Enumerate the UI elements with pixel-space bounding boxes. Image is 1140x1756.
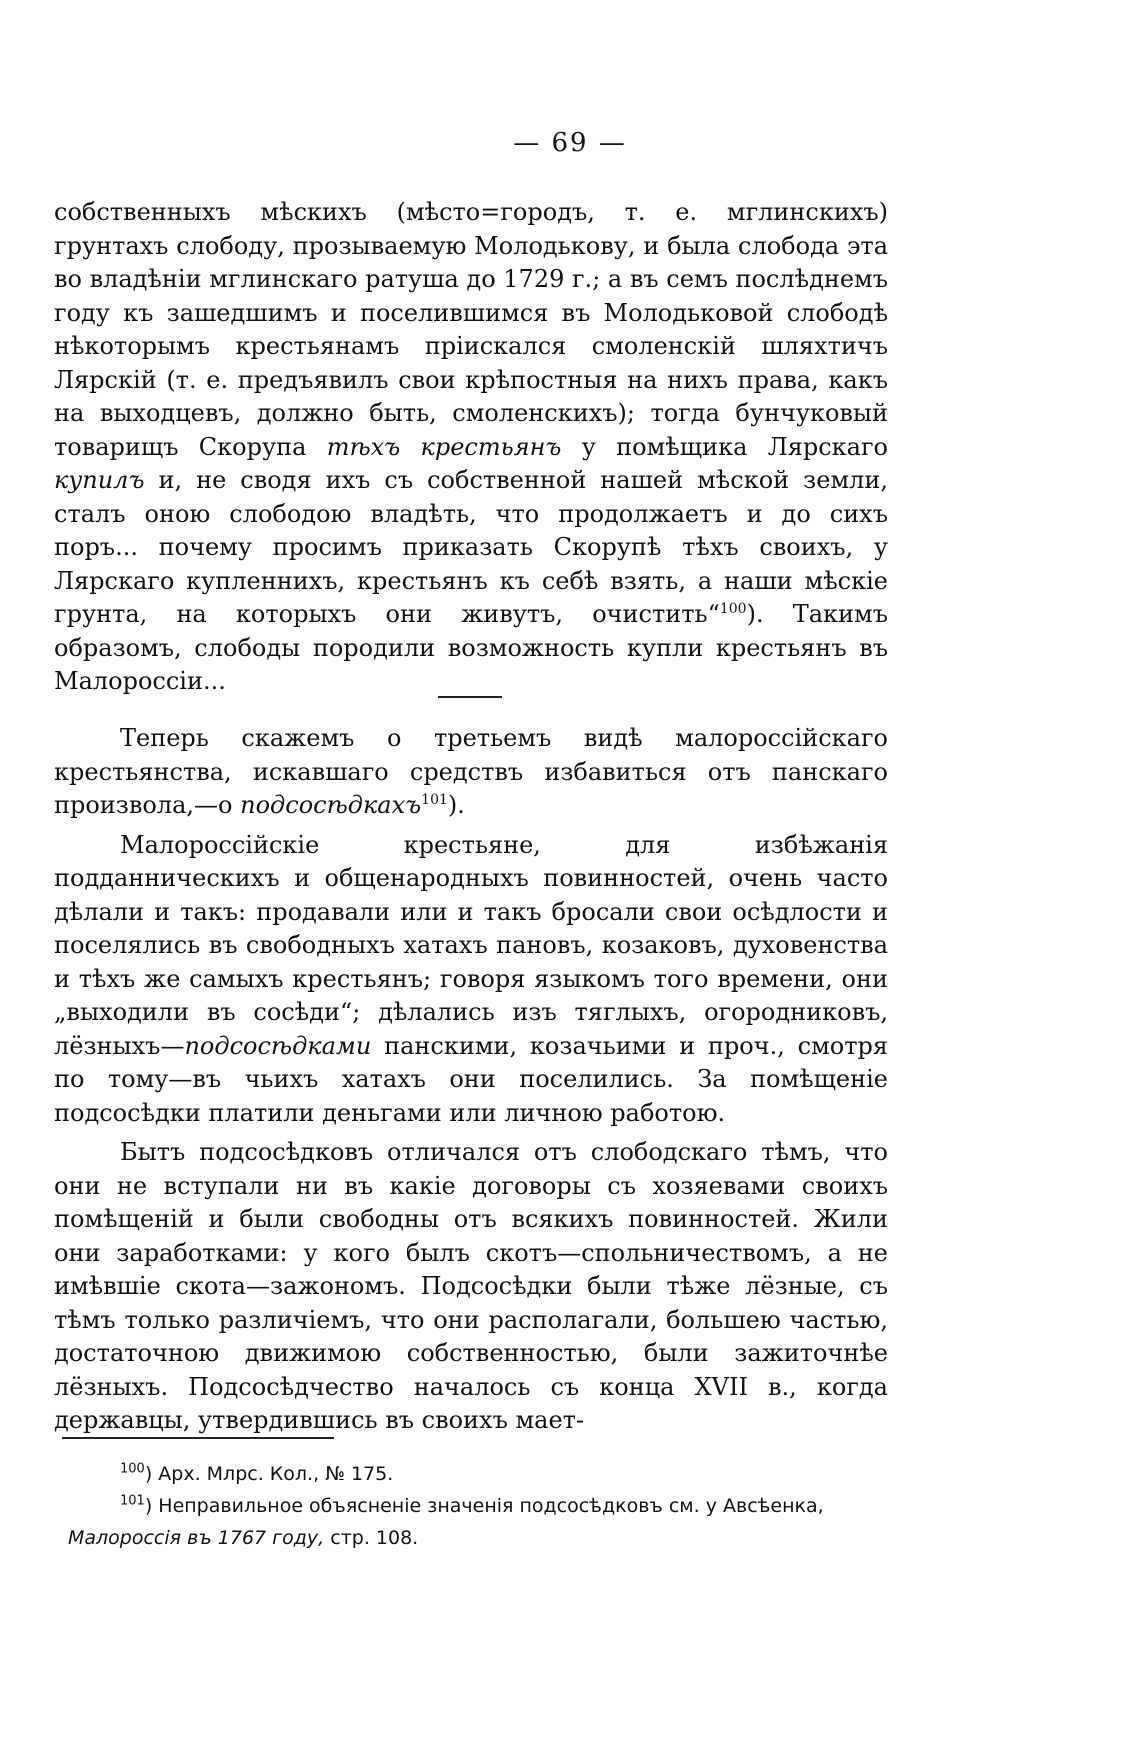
footnote-100-number: 100 bbox=[120, 1461, 145, 1477]
footnote-101-text: ) Неправильное объясненіе значенія подсосѣдковъ см. у Авсѣенка, bbox=[144, 1495, 824, 1517]
paragraph-4 bbox=[54, 1136, 888, 1438]
footnote-100 bbox=[54, 1458, 888, 1490]
page-number: — 69 — bbox=[513, 128, 627, 158]
paragraph-1 bbox=[54, 196, 888, 699]
footnote-101-continued bbox=[54, 1522, 888, 1554]
paragraph-1-end: ). Такимъ образомъ, слободы породили возможность купли крестьянъ въ Малороссіи... bbox=[54, 600, 888, 695]
paragraph-3-text: Малороссійскіе крестьяне, для избѣжанія подданническихъ и общенародныхъ повинностей, очень часто дѣлали и такъ: продавали или и такъ бросали свои осѣдлости и поселялись въ свободныхъ хатахъ пановъ, козаковъ, духовенства и тѣхъ же самыхъ крестьянъ; говоря языкомъ того времени, они „выходили въ сосѣди“; дѣлались изъ тяглыхъ, огородниковъ, лёзныхъ— bbox=[54, 830, 888, 1060]
paragraph-2-italic: подсосѣдкахъ bbox=[240, 791, 422, 819]
paragraph-1-italic-1: тѣхъ крестьянъ bbox=[326, 432, 562, 461]
footnote-101 bbox=[54, 1490, 888, 1522]
footnotes bbox=[54, 1458, 888, 1554]
footnote-101-italic: Малороссія въ 1767 году, bbox=[68, 1527, 325, 1549]
footnote-rule bbox=[62, 1437, 334, 1439]
paragraph-1-text: собственныхъ мѣскихъ (мѣсто=городъ, т. е. мглинскихъ) грунтахъ слободу, прозываемую Молодькову, и была слобода эта во владѣніи мглинскаго ратуша до 1729 г.; а въ семъ послѣднемъ году къ зашедшимъ и поселившимся въ Молодьковой слободѣ нѣкоторымъ крестьянамъ пріискался смоленскій шляхтичъ Лярскій (т. е. предъявилъ свои крѣпостныя на нихъ права, какъ на выходцевъ, должно быть, смоленскихъ); тогда бунчуковый товарищъ Скорупа bbox=[54, 198, 888, 461]
paragraph-1-rest: и, не сводя ихъ съ собственной нашей мѣской земли, сталъ оною слободою владѣть, что продолжаетъ и до сихъ поръ... почему просимъ приказать Скорупѣ тѣхъ своихъ, у Лярскаго купленнихъ, крестьянъ къ себѣ взять, а наши мѣскіе грунта, на которыхъ они живутъ, очистить“ bbox=[54, 466, 888, 628]
footnote-101-number: 101 bbox=[120, 1493, 145, 1509]
main-text bbox=[54, 722, 888, 1438]
paragraph-2-end: ). bbox=[447, 791, 465, 819]
footnote-ref-101[interactable]: 101 bbox=[421, 792, 448, 808]
footnote-101-end: стр. 108. bbox=[330, 1527, 419, 1549]
paragraph-3 bbox=[54, 829, 888, 1131]
footnote-ref-100[interactable]: 100 bbox=[719, 601, 747, 617]
footnote-100-text: ) Арх. Млрс. Кол., № 175. bbox=[144, 1463, 394, 1485]
section-divider bbox=[438, 696, 502, 698]
paragraph-3-end: панскими, козачьими и проч., смотря по тому—въ чьихъ хатахъ они поселились. За помѣщеніе подсосѣдки платили деньгами или личною работою. bbox=[54, 1031, 888, 1127]
paragraph-2 bbox=[54, 722, 888, 823]
paragraph-4-text: Бытъ подсосѣдковъ отличался отъ слободскаго тѣмъ, что они не вступали ни въ какіе договоры съ хозяевами своихъ помѣщеній и были свободны отъ всякихъ повинностей. Жили они заработками: у кого былъ скотъ—спольничествомъ, а не имѣвшіе скота—зажономъ. Подсосѣдки были тѣже лёзные, съ тѣмъ только различіемъ, что они располагали, большею частью, достаточною движимою собственностью, были зажиточнѣе лёзныхъ. Подсосѣдчество началось съ конца XVII в., когда державцы, утвердившись въ своихъ мает- bbox=[54, 1138, 888, 1434]
paragraph-1-italic-2: купилъ bbox=[54, 466, 145, 494]
paragraph-2-text: Теперь скажемъ о третьемъ видѣ малороссійскаго крестьянства, искавшаго средствъ избавиться отъ панскаго произвола,—о bbox=[54, 724, 888, 819]
paragraph-1-mid: у помѣщика Лярскаго bbox=[581, 432, 889, 461]
paragraph-3-italic: подсосѣдками bbox=[184, 1031, 372, 1060]
